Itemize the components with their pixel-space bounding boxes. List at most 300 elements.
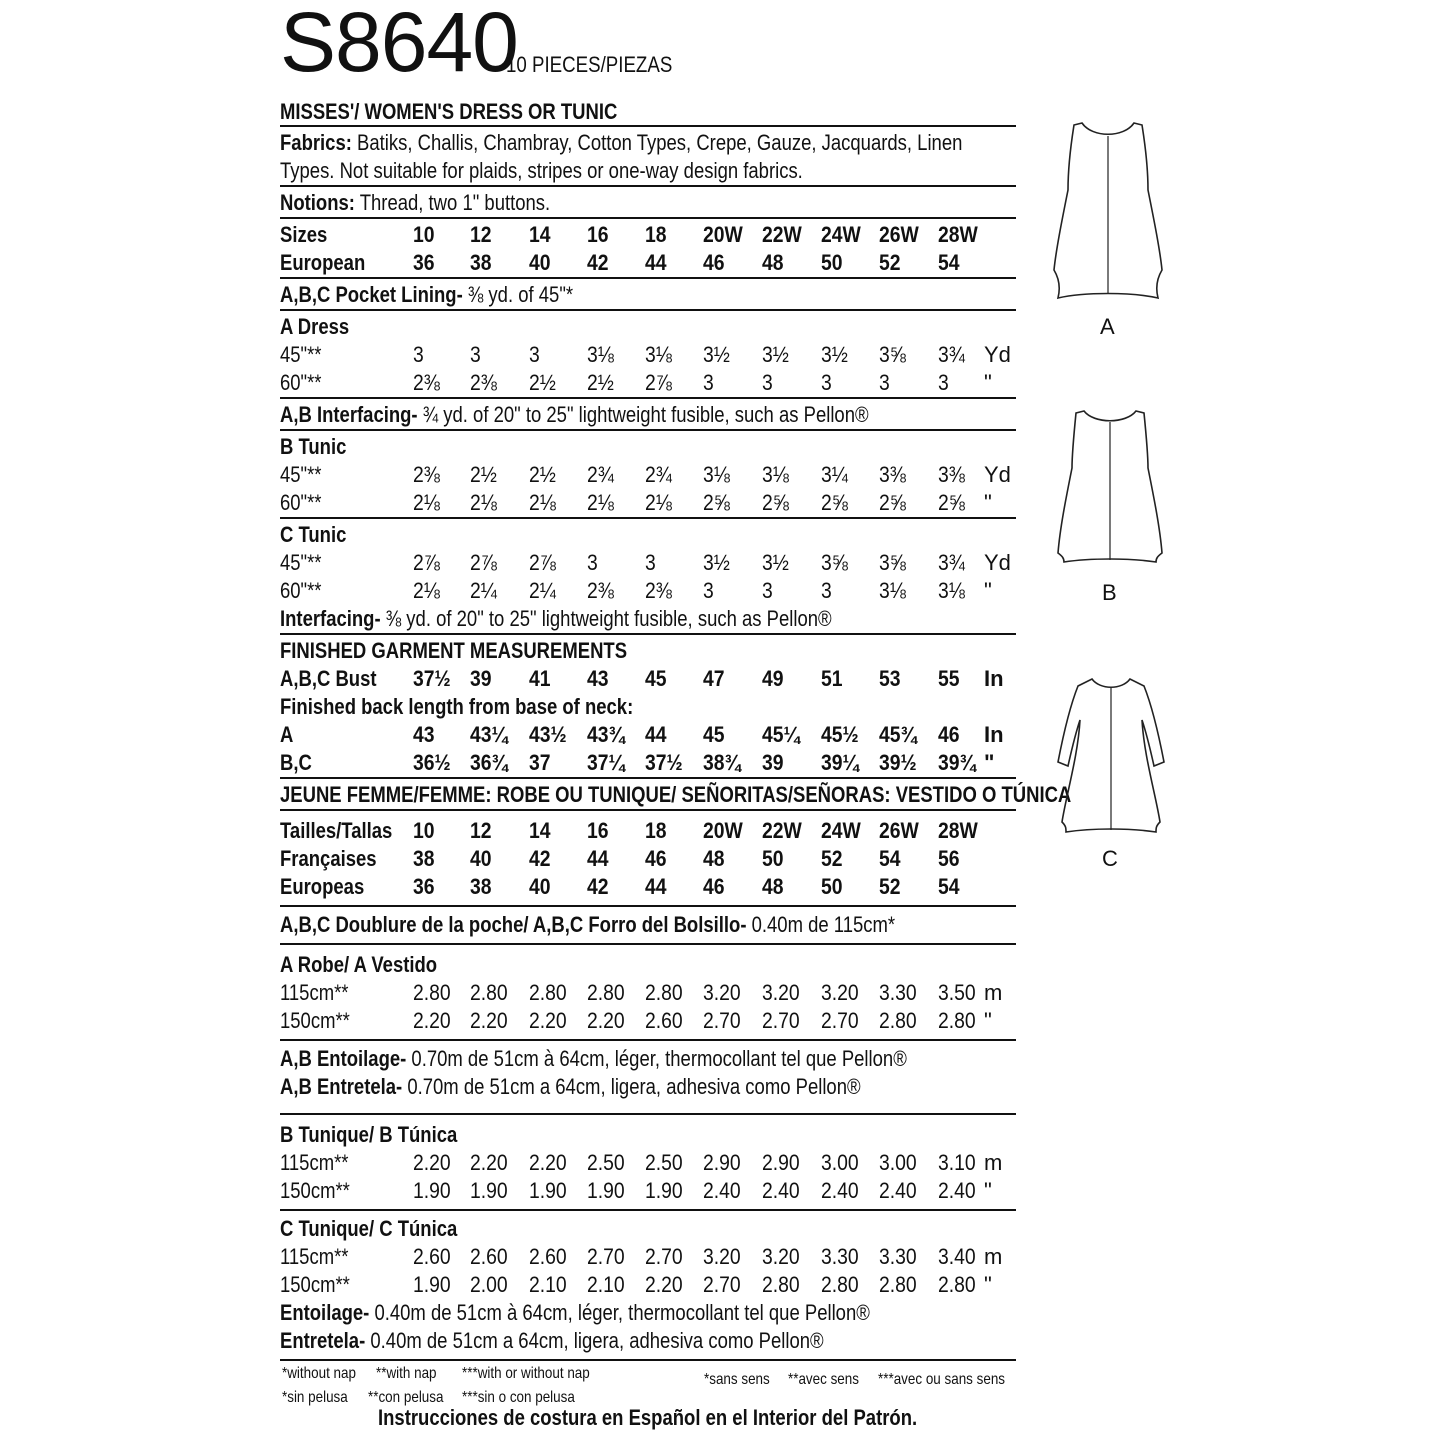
table-cell: 2⅝ — [938, 490, 965, 515]
length-row-a — [280, 721, 1016, 749]
table-cell: 38 — [470, 874, 492, 899]
table-cell: 48 — [703, 846, 725, 871]
table-cell: 37½ — [645, 750, 683, 775]
a-dress-heading: A Dress — [280, 314, 350, 339]
table-cell: 56 — [938, 846, 960, 871]
table-cell: 45 — [703, 722, 725, 747]
b-tunique-heading: B Tunique/ B Túnica — [280, 1122, 458, 1147]
row-label: Tailles/Tallas — [280, 818, 393, 843]
table-cell: 2⅛ — [645, 490, 672, 515]
table-cell: 3⅝ — [879, 342, 906, 367]
table-cell: 45 — [645, 666, 667, 691]
unit-label: m — [984, 1150, 1003, 1175]
table-cell: 3.30 — [821, 1244, 859, 1269]
table-cell: 3 — [703, 578, 714, 603]
table-cell: 2.40 — [879, 1178, 917, 1203]
row-label: European — [280, 250, 366, 275]
table-cell: 2.40 — [938, 1178, 976, 1203]
table-cell: 20W — [703, 222, 743, 247]
unit-label: " — [984, 1272, 992, 1297]
table-cell: 46 — [645, 846, 667, 871]
pieces-count: 10 PIECES/PIEZAS — [506, 52, 673, 77]
french-title: JEUNE FEMME/FEMME: ROBE OU TUNIQUE/ SEÑORITAS/SEÑORAS: VESTIDO O TÚNICA — [280, 782, 1072, 807]
table-cell: 40 — [529, 874, 551, 899]
table-cell: 2.80 — [879, 1008, 917, 1033]
table-cell: 2.00 — [470, 1272, 508, 1297]
table-cell: 2.90 — [762, 1150, 800, 1175]
table-cell: 3 — [587, 550, 598, 575]
unit-label: Yd — [984, 462, 1011, 487]
table-cell: 2.20 — [470, 1150, 508, 1175]
table-cell: 44 — [645, 250, 667, 275]
table-cell: 2⅜ — [587, 578, 614, 603]
bust-row — [280, 665, 1016, 693]
table-cell: 12 — [470, 818, 492, 843]
fabrics-label: Fabrics: — [280, 130, 352, 155]
table-cell: 2.70 — [703, 1008, 741, 1033]
table-cell: 2⅜ — [413, 462, 440, 487]
unit-label: m — [984, 1244, 1003, 1269]
tailles-row — [280, 817, 1016, 845]
table-cell: 3.20 — [762, 980, 800, 1005]
table-cell: 2⅝ — [762, 490, 789, 515]
table-cell: 2⅜ — [645, 578, 672, 603]
back-envelope-chart — [280, 98, 1072, 1409]
table-cell: 38 — [413, 846, 435, 871]
table-cell: 3⅜ — [938, 462, 965, 487]
table-cell: 2.80 — [470, 980, 508, 1005]
row-label: 45"** — [280, 342, 322, 367]
row-label: 115cm** — [280, 1244, 349, 1269]
table-cell: 2⅝ — [879, 490, 906, 515]
table-cell: 49 — [762, 666, 784, 691]
table-cell: 2.20 — [413, 1008, 451, 1033]
b-tunic-section — [280, 431, 1016, 517]
row-label: A,B,C Bust — [280, 666, 377, 691]
finished-heading: FINISHED GARMENT MEASUREMENTS — [280, 638, 628, 663]
table-cell: 2¾ — [645, 462, 672, 487]
table-cell: 48 — [762, 250, 784, 275]
table-cell: 39½ — [879, 750, 917, 775]
unit-label: " — [984, 1008, 992, 1033]
c-entretela: Entretela- 0.40m de 51cm a 64cm, ligera, adhesiva como Pellon® — [280, 1328, 824, 1353]
notions-section — [280, 187, 1016, 217]
table-cell: 47 — [703, 666, 725, 691]
table-cell: 3 — [879, 370, 890, 395]
table-cell: 3½ — [762, 550, 789, 575]
table-cell: 2.70 — [587, 1244, 625, 1269]
table-cell: 3.20 — [762, 1244, 800, 1269]
table-cell: 26W — [879, 222, 919, 247]
footnotes — [280, 1361, 1016, 1409]
row-label: A — [280, 722, 294, 747]
table-cell: 2½ — [470, 462, 497, 487]
table-cell: 2⅜ — [413, 370, 440, 395]
table-cell: 2⅛ — [470, 490, 497, 515]
back-length-label: Finished back length from base of neck: — [280, 694, 634, 719]
table-cell: 53 — [879, 666, 901, 691]
unit-label: Yd — [984, 342, 1011, 367]
c-tunique-heading: C Tunique/ C Túnica — [280, 1216, 458, 1241]
table-cell: 3¼ — [821, 462, 848, 487]
table-cell: 52 — [879, 250, 901, 275]
table-cell: 46 — [703, 874, 725, 899]
footnote: *sin pelusa — [282, 1389, 348, 1406]
table-cell: 40 — [529, 250, 551, 275]
table-cell: 24W — [821, 222, 861, 247]
ab-entretela: A,B Entretela- 0.70m de 51cm a 64cm, ligera, adhesiva como Pellon® — [280, 1074, 861, 1099]
table-cell: 52 — [821, 846, 843, 871]
table-cell: 2¼ — [529, 578, 556, 603]
table-cell: 1.90 — [470, 1178, 508, 1203]
a-robe-section — [280, 945, 1016, 1035]
yardage-row — [280, 549, 1016, 577]
row-label: 60"** — [280, 578, 322, 603]
table-cell: 2.70 — [703, 1272, 741, 1297]
table-cell: 2.80 — [821, 1272, 859, 1297]
unit-label: In — [984, 722, 1004, 747]
table-cell: 3 — [413, 342, 424, 367]
unit-label: " — [984, 578, 992, 603]
table-cell: 36¾ — [470, 750, 508, 775]
table-cell: 16 — [587, 222, 609, 247]
view-b-label: B — [1102, 580, 1117, 605]
table-cell: 38¾ — [703, 750, 741, 775]
a-robe-heading: A Robe/ A Vestido — [280, 952, 438, 977]
table-cell: 3 — [762, 578, 773, 603]
yardage-row — [280, 369, 1016, 397]
table-cell: 2.60 — [529, 1244, 567, 1269]
table-cell: 54 — [938, 874, 960, 899]
unit-label: Yd — [984, 550, 1011, 575]
table-cell: 50 — [762, 846, 784, 871]
table-cell: 39 — [470, 666, 492, 691]
b-tunic-heading: B Tunic — [280, 434, 347, 459]
view-b-illustration — [1056, 408, 1164, 605]
row-label: 45"** — [280, 550, 322, 575]
table-cell: 3¾ — [938, 342, 965, 367]
table-cell: 43½ — [529, 722, 567, 747]
table-cell: 45¼ — [762, 722, 800, 747]
table-cell: 3⅛ — [645, 342, 672, 367]
table-cell: 2.60 — [645, 1008, 683, 1033]
table-cell: 45½ — [821, 722, 859, 747]
unit-label: " — [984, 1178, 992, 1203]
table-cell: 3¾ — [938, 550, 965, 575]
table-cell: 24W — [821, 818, 861, 843]
table-cell: 36½ — [413, 750, 451, 775]
table-cell: 2.80 — [879, 1272, 917, 1297]
table-cell: 39¾ — [938, 750, 976, 775]
table-cell: 2.20 — [529, 1150, 567, 1175]
table-cell: 46 — [938, 722, 960, 747]
table-cell: 54 — [938, 250, 960, 275]
table-cell: 45¾ — [879, 722, 917, 747]
table-cell: 2⅞ — [645, 370, 672, 395]
footnote: ***sin o con pelusa — [462, 1389, 575, 1406]
table-cell: 22W — [762, 818, 802, 843]
fabrics-section — [280, 127, 1016, 185]
b-tunique-section — [280, 1115, 1016, 1205]
table-cell: 39¼ — [821, 750, 859, 775]
footnote: **con pelusa — [368, 1389, 444, 1406]
table-cell: 44 — [645, 874, 667, 899]
garment-title: MISSES'/ WOMEN'S DRESS OR TUNIC — [280, 99, 618, 124]
table-cell: 2⅛ — [413, 490, 440, 515]
c-tunic-heading: C Tunic — [280, 522, 347, 547]
view-a-illustration — [1052, 120, 1164, 339]
table-cell: 2.70 — [645, 1244, 683, 1269]
table-cell: 3 — [645, 550, 656, 575]
row-label: 115cm** — [280, 980, 349, 1005]
row-label: Françaises — [280, 846, 377, 871]
row-label: 150cm** — [280, 1008, 350, 1033]
unit-label: " — [984, 490, 992, 515]
table-cell: 2.80 — [762, 1272, 800, 1297]
footnote: **avec sens — [788, 1371, 859, 1388]
tunic-c-icon — [1056, 676, 1166, 834]
ab-entoilage-section — [280, 1041, 1016, 1101]
table-cell: 2.20 — [645, 1272, 683, 1297]
europeas-row — [280, 873, 1016, 901]
table-cell: 37 — [529, 750, 551, 775]
table-cell: 3⅛ — [938, 578, 965, 603]
ab-interfacing: A,B Interfacing- ¾ yd. of 20" to 25" lightweight fusible, such as Pellon® — [280, 402, 869, 427]
table-cell: 1.90 — [413, 1272, 451, 1297]
row-label: 115cm** — [280, 1150, 349, 1175]
table-cell: 46 — [703, 250, 725, 275]
table-cell: 2.10 — [529, 1272, 567, 1297]
view-a-label: A — [1100, 314, 1115, 339]
table-cell: 20W — [703, 818, 743, 843]
table-cell: 3.50 — [938, 980, 976, 1005]
table-cell: 3⅜ — [879, 462, 906, 487]
table-cell: 2½ — [529, 462, 556, 487]
metric-size-table — [280, 811, 1016, 901]
table-cell: 3.00 — [821, 1150, 859, 1175]
table-cell: 3½ — [703, 550, 730, 575]
unit-label: " — [984, 750, 995, 775]
row-label: 45"** — [280, 462, 322, 487]
row-label: Europeas — [280, 874, 365, 899]
c-tunique-section — [280, 1211, 1016, 1355]
pocket-lining: A,B,C Pocket Lining- ⅜ yd. of 45"* — [280, 282, 574, 307]
table-cell: 14 — [529, 818, 551, 843]
table-cell: 2⅜ — [470, 370, 497, 395]
table-cell: 3⅛ — [879, 578, 906, 603]
table-cell: 1.90 — [645, 1178, 683, 1203]
table-cell: 2.50 — [587, 1150, 625, 1175]
unit-label: In — [984, 666, 1004, 691]
metric-row — [280, 1007, 1016, 1035]
table-cell: 2.40 — [703, 1178, 741, 1203]
table-cell: 2½ — [587, 370, 614, 395]
c-interfacing: Interfacing- ⅜ yd. of 20" to 25" lightweight fusible, such as Pellon® — [280, 606, 832, 631]
table-cell: 10 — [413, 222, 435, 247]
row-label: 60"** — [280, 370, 322, 395]
unit-label: m — [984, 980, 1003, 1005]
table-cell: 43 — [413, 722, 435, 747]
table-cell: 28W — [938, 222, 978, 247]
table-cell: 28W — [938, 818, 978, 843]
table-cell: 3⅛ — [587, 342, 614, 367]
table-cell: 42 — [587, 874, 609, 899]
table-cell: 2¾ — [587, 462, 614, 487]
table-cell: 36 — [413, 250, 435, 275]
metric-row — [280, 1149, 1016, 1177]
table-cell: 10 — [413, 818, 435, 843]
table-cell: 2.20 — [470, 1008, 508, 1033]
table-cell: 2⅞ — [413, 550, 440, 575]
metric-row — [280, 1271, 1016, 1299]
table-cell: 3 — [703, 370, 714, 395]
c-tunic-section — [280, 519, 1016, 633]
table-cell: 3.20 — [703, 1244, 741, 1269]
table-cell: 3⅝ — [821, 550, 848, 575]
table-cell: 2⅛ — [587, 490, 614, 515]
table-cell: 2.80 — [413, 980, 451, 1005]
c-entoilage: Entoilage- 0.40m de 51cm à 64cm, léger, thermocollant tel que Pellon® — [280, 1300, 870, 1325]
table-cell: 3.40 — [938, 1244, 976, 1269]
table-cell: 2⅛ — [529, 490, 556, 515]
metric-row — [280, 979, 1016, 1007]
table-cell: 2.60 — [470, 1244, 508, 1269]
table-cell: 2⅝ — [821, 490, 848, 515]
yardage-row — [280, 461, 1016, 489]
table-cell: 2.80 — [587, 980, 625, 1005]
table-cell: 51 — [821, 666, 843, 691]
footnote: *without nap — [282, 1365, 356, 1382]
table-cell: 54 — [879, 846, 901, 871]
table-cell: 43 — [587, 666, 609, 691]
table-cell: 2⅞ — [470, 550, 497, 575]
table-cell: 40 — [470, 846, 492, 871]
table-cell: 3.20 — [821, 980, 859, 1005]
table-cell: 26W — [879, 818, 919, 843]
footnote: *sans sens — [704, 1371, 770, 1388]
row-label: 150cm** — [280, 1178, 350, 1203]
footnote: ***with or without nap — [462, 1365, 590, 1382]
table-cell: 3 — [938, 370, 949, 395]
finished-measurements — [280, 635, 1016, 777]
table-cell: 2.70 — [821, 1008, 859, 1033]
table-cell: 3⅛ — [762, 462, 789, 487]
yardage-row — [280, 577, 1016, 605]
table-cell: 3½ — [703, 342, 730, 367]
table-cell: 22W — [762, 222, 802, 247]
fabrics-text-2: Types. Not suitable for plaids, stripes or one-way design fabrics. — [280, 158, 803, 183]
table-cell: 41 — [529, 666, 551, 691]
table-cell: 3.30 — [879, 1244, 917, 1269]
table-cell: 3⅝ — [879, 550, 906, 575]
table-cell: 2⅞ — [529, 550, 556, 575]
francaises-row — [280, 845, 1016, 873]
table-cell: 3.30 — [879, 980, 917, 1005]
table-cell: 42 — [529, 846, 551, 871]
table-cell: 43¾ — [587, 722, 625, 747]
table-cell: 2⅝ — [703, 490, 730, 515]
table-cell: 12 — [470, 222, 492, 247]
sizes-row — [280, 221, 1016, 249]
table-cell: 3½ — [821, 342, 848, 367]
row-label: B,C — [280, 750, 312, 775]
table-cell: 1.90 — [413, 1178, 451, 1203]
table-cell: 2.20 — [413, 1150, 451, 1175]
table-cell: 2.80 — [645, 980, 683, 1005]
table-cell: 44 — [587, 846, 609, 871]
row-label: 60"** — [280, 490, 322, 515]
table-cell: 3 — [529, 342, 540, 367]
yardage-row — [280, 489, 1016, 517]
fabrics-text: Batiks, Challis, Chambray, Cotton Types, Crepe, Gauze, Jacquards, Linen — [351, 130, 963, 155]
table-cell: 2.80 — [529, 980, 567, 1005]
table-cell: 3 — [762, 370, 773, 395]
table-cell: 36 — [413, 874, 435, 899]
table-cell: 2.90 — [703, 1150, 741, 1175]
table-cell: 44 — [645, 722, 667, 747]
size-table — [280, 219, 1016, 277]
table-cell: 18 — [645, 818, 667, 843]
doublure: A,B,C Doublure de la poche/ A,B,C Forro del Bolsillo- 0.40m de 115cm* — [280, 912, 896, 937]
table-cell: 18 — [645, 222, 667, 247]
table-cell: 2½ — [529, 370, 556, 395]
table-cell: 2.80 — [938, 1272, 976, 1297]
tunic-b-icon — [1056, 408, 1164, 564]
table-cell: 37¼ — [587, 750, 625, 775]
table-cell: 43¼ — [470, 722, 508, 747]
table-cell: 16 — [587, 818, 609, 843]
table-cell: 3.10 — [938, 1150, 976, 1175]
notions-text: Thread, two 1" buttons. — [354, 190, 551, 215]
view-c-illustration — [1056, 676, 1166, 871]
table-cell: 48 — [762, 874, 784, 899]
table-cell: 3½ — [762, 342, 789, 367]
table-cell: 2.20 — [587, 1008, 625, 1033]
metric-row — [280, 1177, 1016, 1205]
table-cell: 52 — [879, 874, 901, 899]
notions-label: Notions: — [280, 190, 355, 215]
yardage-row — [280, 341, 1016, 369]
table-cell: 3 — [470, 342, 481, 367]
table-cell: 14 — [529, 222, 551, 247]
row-label: Sizes — [280, 222, 328, 247]
row-label: 150cm** — [280, 1272, 350, 1297]
table-cell: 2.40 — [762, 1178, 800, 1203]
table-cell: 2.70 — [762, 1008, 800, 1033]
table-cell: 2.60 — [413, 1244, 451, 1269]
table-cell: 3.00 — [879, 1150, 917, 1175]
length-row-bc — [280, 749, 1016, 777]
table-cell: 2¼ — [470, 578, 497, 603]
table-cell: 2.20 — [529, 1008, 567, 1033]
table-cell: 3.20 — [703, 980, 741, 1005]
a-dress-section — [280, 311, 1016, 397]
ab-entoilage: A,B Entoilage- 0.70m de 51cm à 64cm, léger, thermocollant tel que Pellon® — [280, 1046, 907, 1071]
pattern-number: S8640 — [280, 0, 518, 89]
view-c-label: C — [1102, 846, 1118, 871]
table-cell: 3 — [821, 578, 832, 603]
table-cell: 3 — [821, 370, 832, 395]
footnote: **with nap — [376, 1365, 437, 1382]
table-cell: 50 — [821, 874, 843, 899]
table-cell: 1.90 — [587, 1178, 625, 1203]
table-cell: 2.40 — [821, 1178, 859, 1203]
spanish-instructions-note: Instrucciones de costura en Español en el Interior del Patrón. — [378, 1405, 918, 1430]
table-cell: 39 — [762, 750, 784, 775]
table-cell: 42 — [587, 250, 609, 275]
table-cell: 2.50 — [645, 1150, 683, 1175]
table-cell: 37½ — [413, 666, 451, 691]
